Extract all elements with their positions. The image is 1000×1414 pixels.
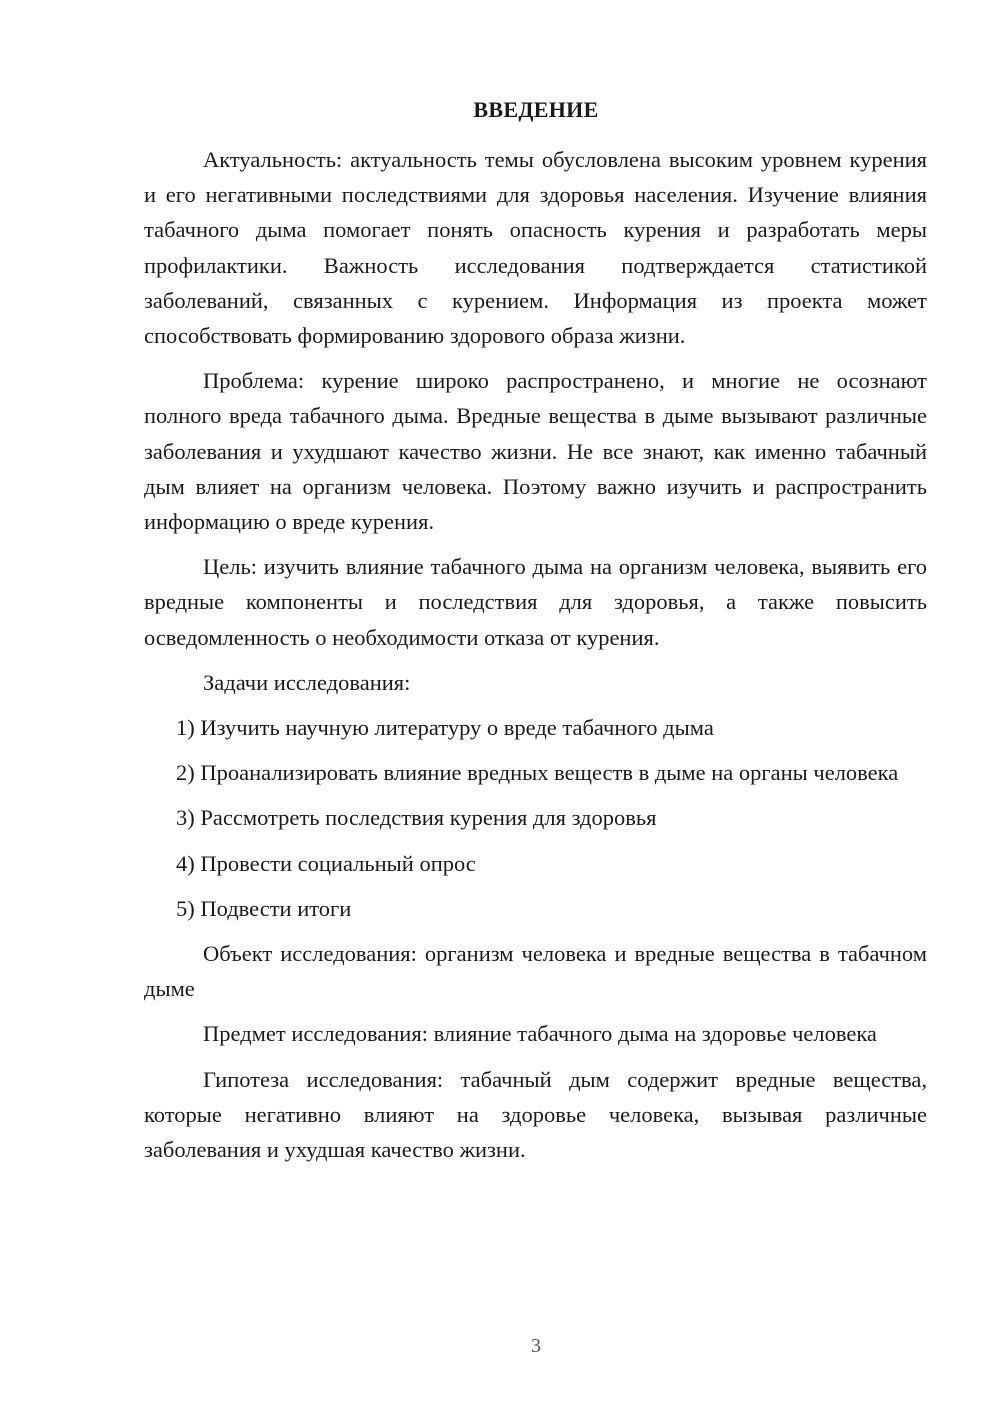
document-body: [144, 142, 927, 1167]
task-item: 4) Провести социальный опрос: [176, 850, 476, 876]
task-item: 3) Рассмотреть последствия курения для здоровья: [176, 805, 657, 831]
hypothesis-paragraph: Гипотеза исследования: табачный дым содержит вредные вещества, которые негативно влияют на здоровье человека, вызывая различные заболевания и ухудшая качество жизни.: [144, 1066, 927, 1163]
tasks-heading: Задачи исследования:: [203, 669, 411, 695]
subject-paragraph: Предмет исследования: влияние табачного дыма на здоровье человека: [203, 1021, 877, 1047]
goal-paragraph: Цель: изучить влияние табачного дыма на организм человека, выявить его вредные компоненты и последствия для здоровья, а также повысить осведомленность о необходимости отказа от курения.: [144, 554, 927, 650]
page-title: ВВЕДЕНИЕ: [473, 97, 599, 122]
page-number: 3: [531, 1335, 541, 1357]
task-item: 2) Проанализировать влияние вредных веществ в дыме на органы человека: [176, 760, 899, 786]
task-item: 5) Подвести итоги: [176, 895, 352, 921]
object-paragraph: Объект исследования: организм человека и вредные вещества в табачном дыме: [144, 941, 927, 1002]
problem-paragraph: Проблема: курение широко распространено, и многие не осознают полного вреда табачного дыма. Вредные вещества в дыме вызывают различные заболевания и ухудшают качество жизни. Не все знают, как именно табачный дым влияет на организм человека. Поэтому важно изучить и распространить информацию о вреде курения.: [144, 368, 927, 535]
task-item: 1) Изучить научную литературу о вреде табачного дыма: [176, 715, 714, 741]
relevance-paragraph: Актуальность: актуальность темы обусловлена высоким уровнем курения и его негативными последствиями для здоровья населения. Изучение влияния табачного дыма помогает понять опасность курения и разработать меры профилактики. Важность исследования подтверждается статистикой заболеваний, связанных с курением. Информация из проекта может способствовать формированию здорового образа жизни.: [144, 147, 927, 349]
